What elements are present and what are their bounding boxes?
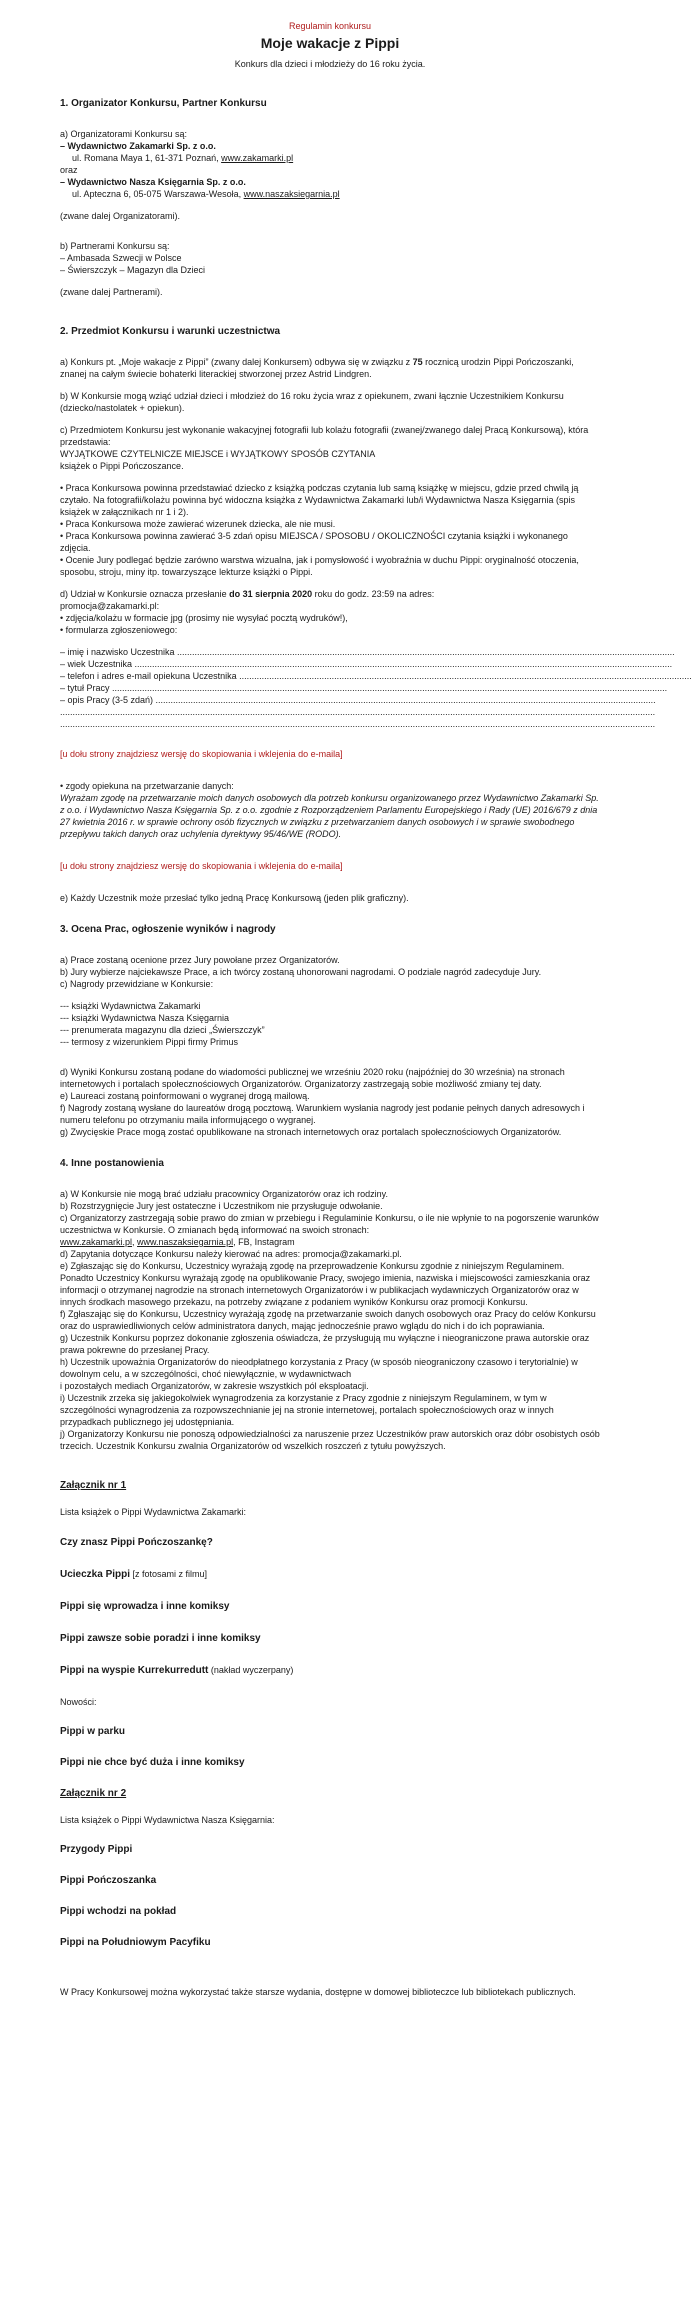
s3-a: a) Prace zostaną ocenione przez Jury powołane przez Organizatorów.	[60, 955, 340, 965]
partner-1: – Ambasada Szwecji w Polsce	[60, 253, 182, 263]
form-field-line: – opis Pracy (3-5 zdań) ........................................................................................................................................................................................................	[60, 695, 656, 705]
s2-d: d) Udział w Konkursie oznacza przesłanie do 31 sierpnia 2020 roku do godz. 23:59 na adres:	[60, 589, 435, 599]
copy-note-2: [u dołu strony znajdziesz wersję do skopiowania i wklejenia do e-maila]	[60, 861, 343, 871]
s4-c: c) Organizatorzy zastrzegają sobie prawo do zmian w przebiegu i Regulaminie Konkursu, o ile nie wpłynie to na pogorszenie warunków uczestnictwa w Konkursie. O zmianach będą informować na swoich stronach:	[60, 1213, 599, 1235]
annex-1-heading: Załącznik nr 1	[60, 1480, 127, 1491]
book-title: Pippi na Południowym Pacyfiku	[60, 1937, 211, 1948]
s4-f: f) Zgłaszając się do Konkursu, Uczestnicy wyrażają zgodę na przetwarzanie swoich danych osobowych oraz Pracy do celów Konkursu oraz do usprawiedliwionych celów administratora danych, mając jednocześnie prawo wglądu do nich i do ich poprawiania.	[60, 1309, 596, 1331]
s4-b: b) Rozstrzygnięcie Jury jest ostateczne i Uczestnikom nie przysługuje odwołanie.	[60, 1201, 383, 1211]
s2-a: a) Konkurs pt. „Moje wakacje z Pippi” (zwany dalej Konkursem) odbywa się w związku z 75 rocznicą urodzin Pippi Pończoszanki, znanej na całym świecie bohaterki literackiej stworzonej przez Astrid Lindgren.	[60, 357, 574, 379]
doc-title: Moje wakacje z Pippi	[260, 35, 400, 51]
s4-c-links: www.zakamarki.pl, www.naszaksiegarnia.pl, FB, Instagram	[60, 1237, 295, 1247]
s3-c: c) Nagrody przewidziane w Konkursie:	[60, 979, 214, 989]
form-field-line: ..............................................................................................................................................................................................................................................	[60, 707, 656, 717]
organizer-2-name: – Wydawnictwo Nasza Księgarnia Sp. z o.o.	[60, 177, 246, 187]
s4-h: h) Uczestnik upoważnia Organizatorów do nieodpłatnego korzystania z Pracy (w sposób nieograniczony czasowo i terytorialnie) w dowolnym celu, a w szczególności, choć niewyłącznie, w wydawnictwach	[60, 1357, 578, 1379]
form-field-line: – wiek Uczestnika .......................................................................................................................................................................................................................	[60, 659, 673, 669]
s2-c-caps: WYJĄTKOWE CZYTELNICZE MIEJSCE i WYJĄTKOWY SPOSÓB CZYTANIA	[60, 449, 376, 459]
s4-d: d) Zapytania dotyczące Konkursu należy kierować na adres: promocja@zakamarki.pl.	[60, 1249, 402, 1259]
organizer-2-address: ul. Apteczna 6, 05-075 Warszawa-Wesoła, www.naszaksiegarnia.pl	[72, 189, 340, 199]
annex-1-list-label: Lista książek o Pippi Wydawnictwa Zakamarki:	[60, 1507, 246, 1517]
organizer-1-name: – Wydawnictwo Zakamarki Sp. z o.o.	[60, 141, 216, 151]
s2-c-intro: c) Przedmiotem Konkursu jest wykonanie wakacyjnej fotografii lub kolażu fotografii (zwanej/zwanego dalej Pracą Konkursową), która przedstawia:	[60, 425, 589, 447]
s2-b: b) W Konkursie mogą wziąć udział dzieci i młodzież do 16 roku życia wraz z opiekunem, zwani łącznie Uczestnikiem Konkursu (dziecko/nastolatek + opiekun).	[60, 391, 564, 413]
s1-a-intro: a) Organizatorami Konkursu są:	[60, 129, 188, 139]
form-field-line: ..............................................................................................................................................................................................................................................	[60, 719, 656, 729]
s4-g: g) Uczestnik Konkursu poprzez dokonanie zgłoszenia oświadcza, że przysługują mu wyłączne i nieograniczone prawa autorskie oraz prawa pokrewne do przesłanej Pracy.	[60, 1333, 590, 1355]
section-3-heading: 3. Ocena Prac, ogłoszenie wyników i nagrody	[60, 924, 276, 935]
s2-bullet-1: • Praca Konkursowa powinna przedstawiać dziecko z książką podczas czytania lub samą książkę w miejscu, gdzie przed chwilą ją czytało. Na fotografii/kolażu powinna być widoczna książka z Wydawnictwa Zakamarki lub/i Wydawnictwa Nasza Księgarnia (spis książek w załącznikach nr 1 i 2).	[60, 483, 579, 517]
annex-2-heading: Załącznik nr 2	[60, 1788, 127, 1799]
section-4-heading: 4. Inne postanowienia	[60, 1158, 164, 1169]
book-title: Pippi Pończoszanka	[60, 1875, 157, 1886]
organizer-2-link[interactable]: www.naszaksiegarnia.pl	[243, 189, 340, 199]
organizers-called: (zwane dalej Organizatorami).	[60, 211, 181, 221]
application-form-template	[60, 646, 692, 730]
partners-called: (zwane dalej Partnerami).	[60, 287, 163, 297]
form-field-line: – telefon i adres e-mail opiekuna Uczestnika .....................................................................................................................................................................................	[60, 671, 692, 681]
partner-2: – Świerszczyk – Magazyn dla Dzieci	[60, 265, 206, 275]
book-title: Ucieczka Pippi [z fotosami z filmu]	[60, 1569, 208, 1580]
book-title: Pippi w parku	[60, 1726, 126, 1737]
book-title: Pippi się wprowadza i inne komiksy	[60, 1601, 230, 1612]
s4-i: i) Uczestnik zrzeka się jakiegokolwiek wynagrodzenia za korzystanie z Pracy zgodnie z niniejszym Regulaminem, w tym w szczególności wynagrodzenia za rozpowszechnianie jej na stronie internetowej, portalach społecznościowych oraz w innych przypadkach publicznego jej udostępniania.	[60, 1393, 554, 1427]
new-books-label: Nowości:	[60, 1697, 97, 1707]
book-title: Pippi wchodzi na pokład	[60, 1906, 177, 1917]
doc-kicker: Regulamin konkursu	[288, 21, 372, 31]
s3-g: g) Zwycięskie Prace mogą zostać opublikowane na stronach internetowych oraz portalach społecznościowych Organizatorów.	[60, 1127, 562, 1137]
prize-item: --- książki Wydawnictwa Nasza Księgarnia	[60, 1013, 229, 1023]
prize-item: --- książki Wydawnictwa Zakamarki	[60, 1001, 201, 1011]
footer-note: W Pracy Konkursowej można wykorzystać także starsze wydania, dostępne w domowej biblioteczce lub bibliotekach publicznych.	[60, 1987, 576, 1997]
zakamarki-link[interactable]: www.zakamarki.pl	[60, 1237, 133, 1247]
book-title: Pippi zawsze sobie poradzi i inne komiksy	[60, 1633, 261, 1644]
s2-d-item-2: • formularza zgłoszeniowego:	[60, 625, 178, 635]
section-2-heading: 2. Przedmiot Konkursu i warunki uczestnictwa	[60, 326, 281, 337]
s4-j: j) Organizatorzy Konkursu nie ponoszą odpowiedzialności za naruszenie przez Uczestników praw autorskich oraz dóbr osobistych osób trzecich. Uczestnik Konkursu zwalnia Organizatorów od wszelkich roszczeń z tytułu powyższych.	[60, 1429, 600, 1451]
copy-note: [u dołu strony znajdziesz wersję do skopiowania i wklejenia do e-maila]	[60, 749, 343, 759]
s2-e: e) Każdy Uczestnik może przesłać tylko jedną Pracę Konkursową (jeden plik graficzny).	[60, 893, 409, 903]
prize-item: --- prenumerata magazynu dla dzieci „Świerszczyk”	[60, 1025, 265, 1035]
book-title: Pippi na wyspie Kurrekurredutt (nakład wyczerpany)	[60, 1665, 294, 1676]
s4-a: a) W Konkursie nie mogą brać udziału pracownicy Organizatorów oraz ich rodziny.	[60, 1189, 388, 1199]
s4-e: e) Zgłaszając się do Konkursu, Uczestnicy wyrażają zgodę na przeprowadzenie Konkursu zgodnie z niniejszym Regulaminem. Ponadto Uczestnicy Konkursu wyrażają zgodę na opublikowanie Pracy, swojego imienia, nazwiska i miejscowości zamieszkania oraz informacji o otrzymanej nagrodzie na stronach internetowych Organizatorów i w publikacjach wydawniczych Organizatorów oraz w innych środkach masowego przekazu, na potrzeby związane z podaniem wyników Konkursu oraz promocji Konkursu.	[60, 1261, 591, 1307]
s3-f: f) Nagrody zostaną wysłane do laureatów drogą pocztową. Warunkiem wysłania nagrody jest podanie pełnych danych adresowych i numeru telefonu po otrzymaniu maila informującego o wygranej.	[60, 1103, 585, 1125]
s2-bullet-2: • Praca Konkursowa może zawierać wizerunek dziecka, ale nie musi.	[60, 519, 336, 529]
doc-subtitle: Konkurs dla dzieci i młodzieży do 16 roku życia.	[234, 59, 426, 69]
consent-text: Wyrażam zgodę na przetwarzanie moich danych osobowych dla potrzeb konkursu organizowanego przez Wydawnictwo Zakamarki Sp. z o.o. i Wydawnictwo Nasza Księgarnia Sp. z o.o. zgodnie z Rozporządzeniem Parlamentu Europejskiego i Rady (UE) 2016/679 z dnia 27 kwietnia 2016 r. w sprawie ochrony osób fizycznych w związku z przetwarzaniem danych osobowych i w sprawie swobodnego przepływu takich danych oraz uchylenia dyrektywy 95/46/WE (RODO).	[60, 793, 599, 839]
prize-item: --- termosy z wizerunkiem Pippi firmy Primus	[60, 1037, 239, 1047]
book-title: Czy znasz Pippi Pończoszankę?	[60, 1537, 213, 1548]
s3-e: e) Laureaci zostaną poinformowani o wygranej drogą mailową.	[60, 1091, 310, 1101]
form-field-line: – tytuł Pracy ..............................................................................................................................................................................................................................	[60, 683, 668, 693]
s3-d: d) Wyniki Konkursu zostaną podane do wiadomości publicznej we wrześniu 2020 roku (najpóźniej do 30 września) na stronach internetowych i portalach społecznościowych Organizatorów. Organizatorzy zastrzegają sobie możliwość zmiany tej daty.	[60, 1067, 565, 1089]
s4-h-cont: i pozostałych mediach Organizatorów, w zakresie wszystkich pól eksploatacji.	[60, 1381, 369, 1391]
naszaksiegarnia-link[interactable]: www.naszaksiegarnia.pl	[137, 1237, 234, 1247]
s2-bullet-3: • Praca Konkursowa powinna zawierać 3-5 zdań opisu MIEJSCA / SPOSOBU / OKOLICZNOŚCI czytania książki i wykonanego zdjęcia.	[60, 531, 568, 553]
s1-oraz: oraz	[60, 165, 78, 175]
document-body	[60, 20, 692, 1998]
s2-bullet-4: • Ocenie Jury podlegać będzie zarówno warstwa wizualna, jak i pomysłowość i wyobraźnia w duchu Pippi: oryginalność otoczenia, sposobu, stroju, miny itp. towarzyszące lekturze książki o Pippi.	[60, 555, 579, 577]
s3-b: b) Jury wybierze najciekawsze Prace, a ich twórcy zostaną uhonorowani nagrodami. O podziale nagród zadecyduje Jury.	[60, 967, 542, 977]
organizer-1-link[interactable]: www.zakamarki.pl	[221, 153, 294, 163]
annex-2-list-label: Lista książek o Pippi Wydawnictwa Nasza Księgarnia:	[60, 1815, 275, 1825]
organizer-1-address: ul. Romana Maya 1, 61-371 Poznań, www.zakamarki.pl	[72, 153, 294, 163]
consent-intro: • zgody opiekuna na przetwarzanie danych:	[60, 781, 234, 791]
book-title: Przygody Pippi	[60, 1844, 133, 1855]
s2-d-item-1: • zdjęcia/kolażu w formacie jpg (prosimy nie wysyłać pocztą wydruków!),	[60, 613, 348, 623]
book-title: Pippi nie chce być duża i inne komiksy	[60, 1757, 245, 1768]
form-field-line: – imię i nazwisko Uczestnika .......................................................................................................................................................................................................	[60, 647, 675, 657]
s2-d-email: promocja@zakamarki.pl:	[60, 601, 160, 611]
s2-c-end: książek o Pippi Pończoszance.	[60, 461, 184, 471]
section-1-heading: 1. Organizator Konkursu, Partner Konkursu	[60, 98, 267, 109]
s1-b-intro: b) Partnerami Konkursu są:	[60, 241, 170, 251]
